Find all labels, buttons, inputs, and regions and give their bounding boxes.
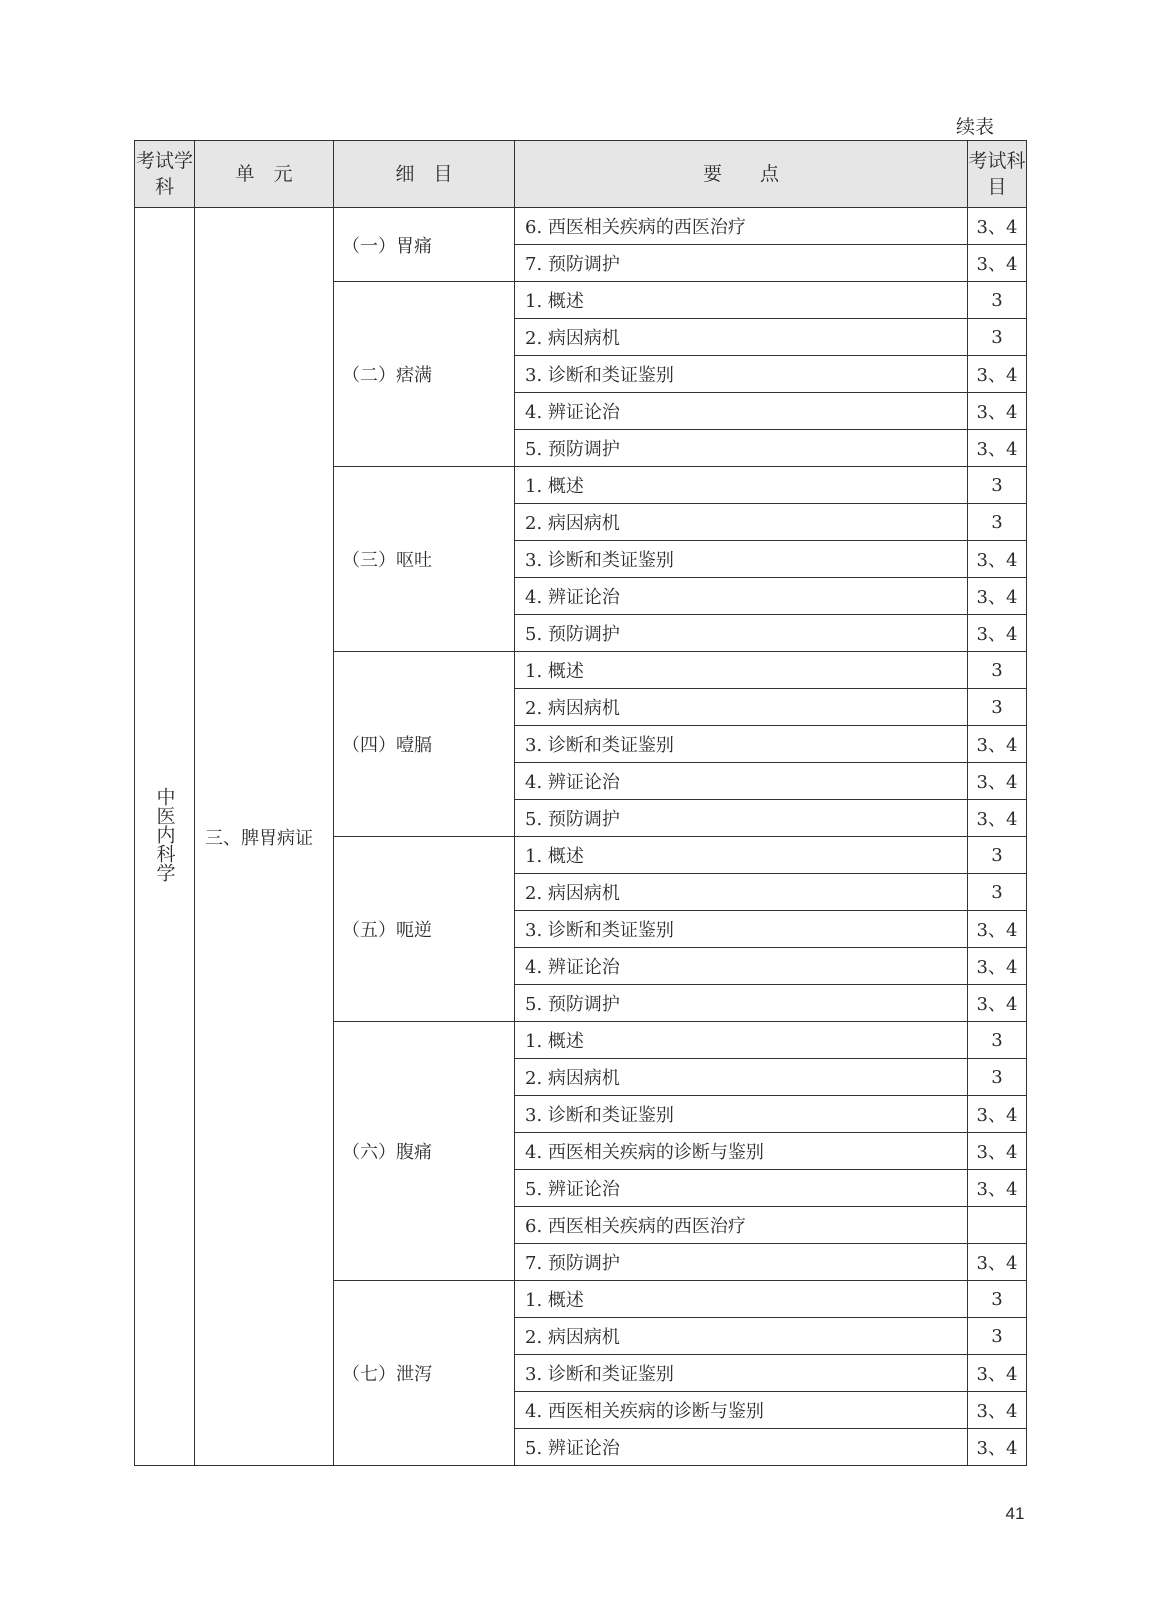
detail-cell: （五）呃逆	[334, 837, 515, 1022]
point-cell: 4. 西医相关疾病的诊断与鉴别	[515, 1392, 968, 1429]
table-body	[135, 208, 1027, 1466]
point-cell: 4. 西医相关疾病的诊断与鉴别	[515, 1133, 968, 1170]
exam-cell: 3、4	[968, 245, 1027, 282]
point-cell: 1. 概述	[515, 652, 968, 689]
unit-cell: 三、脾胃病证	[195, 208, 334, 1466]
exam-cell: 3	[968, 1318, 1027, 1355]
point-cell: 3. 诊断和类证鉴别	[515, 726, 968, 763]
exam-cell: 3	[968, 874, 1027, 911]
point-cell: 1. 概述	[515, 1281, 968, 1318]
point-cell: 4. 辨证论治	[515, 948, 968, 985]
exam-cell: 3、4	[968, 1170, 1027, 1207]
exam-cell: 3、4	[968, 911, 1027, 948]
point-cell: 4. 辨证论治	[515, 763, 968, 800]
header-unit: 单 元	[195, 141, 334, 208]
header-detail: 细 目	[334, 141, 515, 208]
exam-cell: 3、4	[968, 578, 1027, 615]
detail-cell: （三）呕吐	[334, 467, 515, 652]
exam-cell: 3	[968, 689, 1027, 726]
subject-cell	[135, 208, 195, 1466]
point-cell: 1. 概述	[515, 467, 968, 504]
point-cell: 1. 概述	[515, 837, 968, 874]
exam-cell: 3、4	[968, 1355, 1027, 1392]
exam-cell: 3	[968, 1022, 1027, 1059]
exam-cell: 3、4	[968, 615, 1027, 652]
exam-cell: 3、4	[968, 208, 1027, 245]
point-cell: 7. 预防调护	[515, 245, 968, 282]
exam-cell: 3、4	[968, 430, 1027, 467]
exam-cell: 3	[968, 319, 1027, 356]
header-exam: 考试科目	[968, 141, 1027, 208]
exam-cell: 3、4	[968, 948, 1027, 985]
detail-cell: （一）胃痛	[334, 208, 515, 282]
point-cell: 2. 病因病机	[515, 689, 968, 726]
table-row	[135, 208, 1027, 245]
exam-cell: 3	[968, 1059, 1027, 1096]
exam-cell: 3、4	[968, 726, 1027, 763]
point-cell: 1. 概述	[515, 1022, 968, 1059]
exam-cell: 3、4	[968, 393, 1027, 430]
point-cell: 6. 西医相关疾病的西医治疗	[515, 208, 968, 245]
exam-cell: 3、4	[968, 356, 1027, 393]
exam-cell: 3、4	[968, 541, 1027, 578]
point-cell: 5. 辨证论治	[515, 1429, 968, 1466]
header-point: 要 点	[515, 141, 968, 208]
detail-cell: （七）泄泻	[334, 1281, 515, 1466]
point-cell: 3. 诊断和类证鉴别	[515, 356, 968, 393]
point-cell: 2. 病因病机	[515, 504, 968, 541]
point-cell: 3. 诊断和类证鉴别	[515, 1355, 968, 1392]
point-cell: 3. 诊断和类证鉴别	[515, 1096, 968, 1133]
exam-cell	[968, 1207, 1027, 1244]
point-cell: 6. 西医相关疾病的西医治疗	[515, 1207, 968, 1244]
point-cell: 5. 预防调护	[515, 985, 968, 1022]
page-number: 41	[1005, 1504, 1025, 1523]
exam-cell: 3、4	[968, 1244, 1027, 1281]
point-cell: 4. 辨证论治	[515, 393, 968, 430]
exam-cell: 3、4	[968, 800, 1027, 837]
exam-cell: 3	[968, 504, 1027, 541]
detail-cell: （四）噎膈	[334, 652, 515, 837]
exam-cell: 3、4	[968, 985, 1027, 1022]
syllabus-table	[134, 140, 1027, 1466]
detail-cell: （二）痞满	[334, 282, 515, 467]
subject-text: 中医内科学	[153, 786, 176, 882]
header-subject: 考试学科	[135, 141, 195, 208]
point-cell: 2. 病因病机	[515, 1318, 968, 1355]
point-cell: 3. 诊断和类证鉴别	[515, 911, 968, 948]
point-cell: 5. 预防调护	[515, 800, 968, 837]
header-row	[135, 141, 1027, 208]
point-cell: 5. 预防调护	[515, 615, 968, 652]
exam-cell: 3、4	[968, 763, 1027, 800]
point-cell: 5. 预防调护	[515, 430, 968, 467]
point-cell: 2. 病因病机	[515, 319, 968, 356]
detail-cell: （六）腹痛	[334, 1022, 515, 1281]
point-cell: 1. 概述	[515, 282, 968, 319]
exam-cell: 3、4	[968, 1133, 1027, 1170]
exam-cell: 3、4	[968, 1392, 1027, 1429]
exam-cell: 3、4	[968, 1096, 1027, 1133]
point-cell: 7. 预防调护	[515, 1244, 968, 1281]
point-cell: 2. 病因病机	[515, 874, 968, 911]
exam-cell: 3、4	[968, 1429, 1027, 1466]
exam-cell: 3	[968, 282, 1027, 319]
point-cell: 4. 辨证论治	[515, 578, 968, 615]
exam-cell: 3	[968, 467, 1027, 504]
continued-label: 续表	[955, 116, 994, 138]
exam-cell: 3	[968, 652, 1027, 689]
exam-cell: 3	[968, 1281, 1027, 1318]
point-cell: 2. 病因病机	[515, 1059, 968, 1096]
point-cell: 3. 诊断和类证鉴别	[515, 541, 968, 578]
exam-cell: 3	[968, 837, 1027, 874]
point-cell: 5. 辨证论治	[515, 1170, 968, 1207]
